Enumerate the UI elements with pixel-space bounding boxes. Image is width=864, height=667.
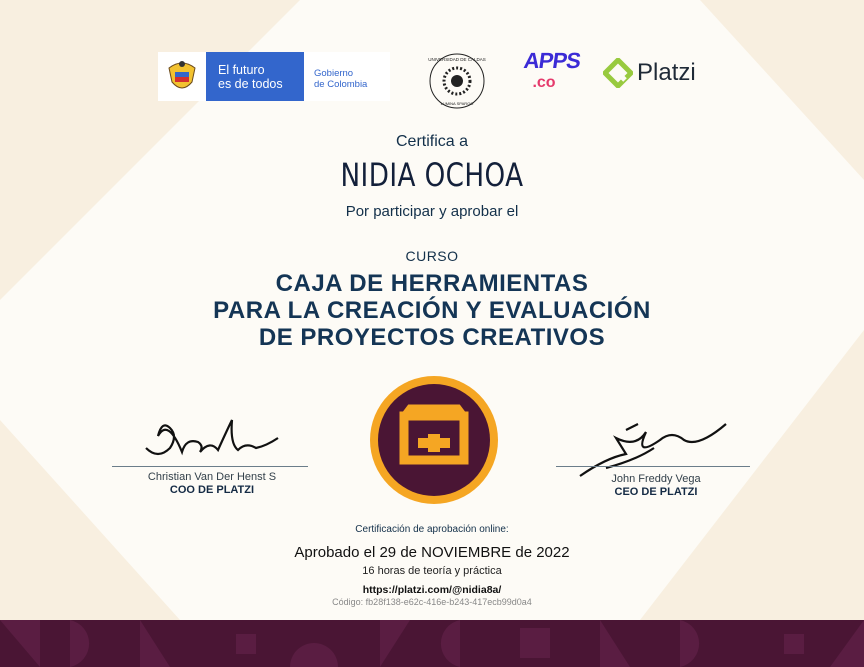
- certifica-label: Certifica a: [395, 133, 469, 150]
- course-title-line2: PARA LA CREACIÓN Y EVALUACIÓN: [213, 297, 651, 324]
- gov-slogan: [206, 52, 304, 101]
- signature-left-name: Christian Van Der Henst S: [147, 471, 277, 483]
- apps-co-bottom: .co: [532, 74, 556, 91]
- caldas-ring-text: UNIVERSIDAD DE CALDAS: [428, 57, 486, 62]
- caldas-motto-text: LUMINA SPARGO: [440, 101, 474, 106]
- gov-name: [304, 52, 390, 101]
- platzi-wordmark: Platzi: [637, 59, 696, 86]
- gov-name-line1: Gobierno: [314, 68, 354, 79]
- signature-right-line: [556, 466, 750, 467]
- signature-left-role: COO DE PLATZI: [169, 484, 255, 496]
- platzi-icon: [603, 58, 633, 88]
- signature-left-line: [112, 466, 308, 467]
- gov-slogan-line2: es de todos: [218, 77, 283, 91]
- course-hours: 16 horas de teoría y práctica: [362, 565, 502, 577]
- apps-co-logo: [522, 48, 582, 106]
- colombia-crest-icon: [158, 52, 206, 101]
- footer-pattern: [0, 620, 864, 667]
- course-title-line3: DE PROYECTOS CREATIVOS: [258, 324, 606, 351]
- apps-co-top: APPS: [522, 48, 582, 73]
- signature-right-name: John Freddy Vega: [611, 473, 701, 485]
- recipient-name: NIDIA OCHOA: [340, 156, 524, 194]
- platzi-logo: [603, 58, 696, 88]
- course-label: CURSO: [405, 248, 459, 264]
- logo-bar: [0, 48, 864, 106]
- certificate-code: Código: fb28f138-e62c-416e-b243-417ecb99d0a4: [332, 597, 532, 607]
- online-certification-label: Certificación de aprobación online:: [355, 524, 509, 535]
- gov-name-line2: de Colombia: [314, 79, 368, 90]
- gobierno-colombia-logo: [158, 52, 390, 101]
- profile-url-link[interactable]: https://platzi.com/@nidia8a/: [362, 584, 502, 596]
- approval-date: Aprobado el 29 de NOVIEMBRE de 2022: [294, 544, 570, 561]
- course-title: [0, 270, 864, 351]
- signature-left-image: [138, 408, 288, 464]
- gov-slogan-line1: El futuro: [218, 63, 265, 77]
- participation-text: Por participar y aprobar el: [345, 203, 519, 220]
- course-title-line1: CAJA DE HERRAMIENTAS: [275, 270, 589, 297]
- universidad-caldas-logo: [428, 52, 486, 110]
- course-badge-icon: [368, 374, 500, 506]
- signature-right-role: CEO DE PLATZI: [614, 486, 698, 498]
